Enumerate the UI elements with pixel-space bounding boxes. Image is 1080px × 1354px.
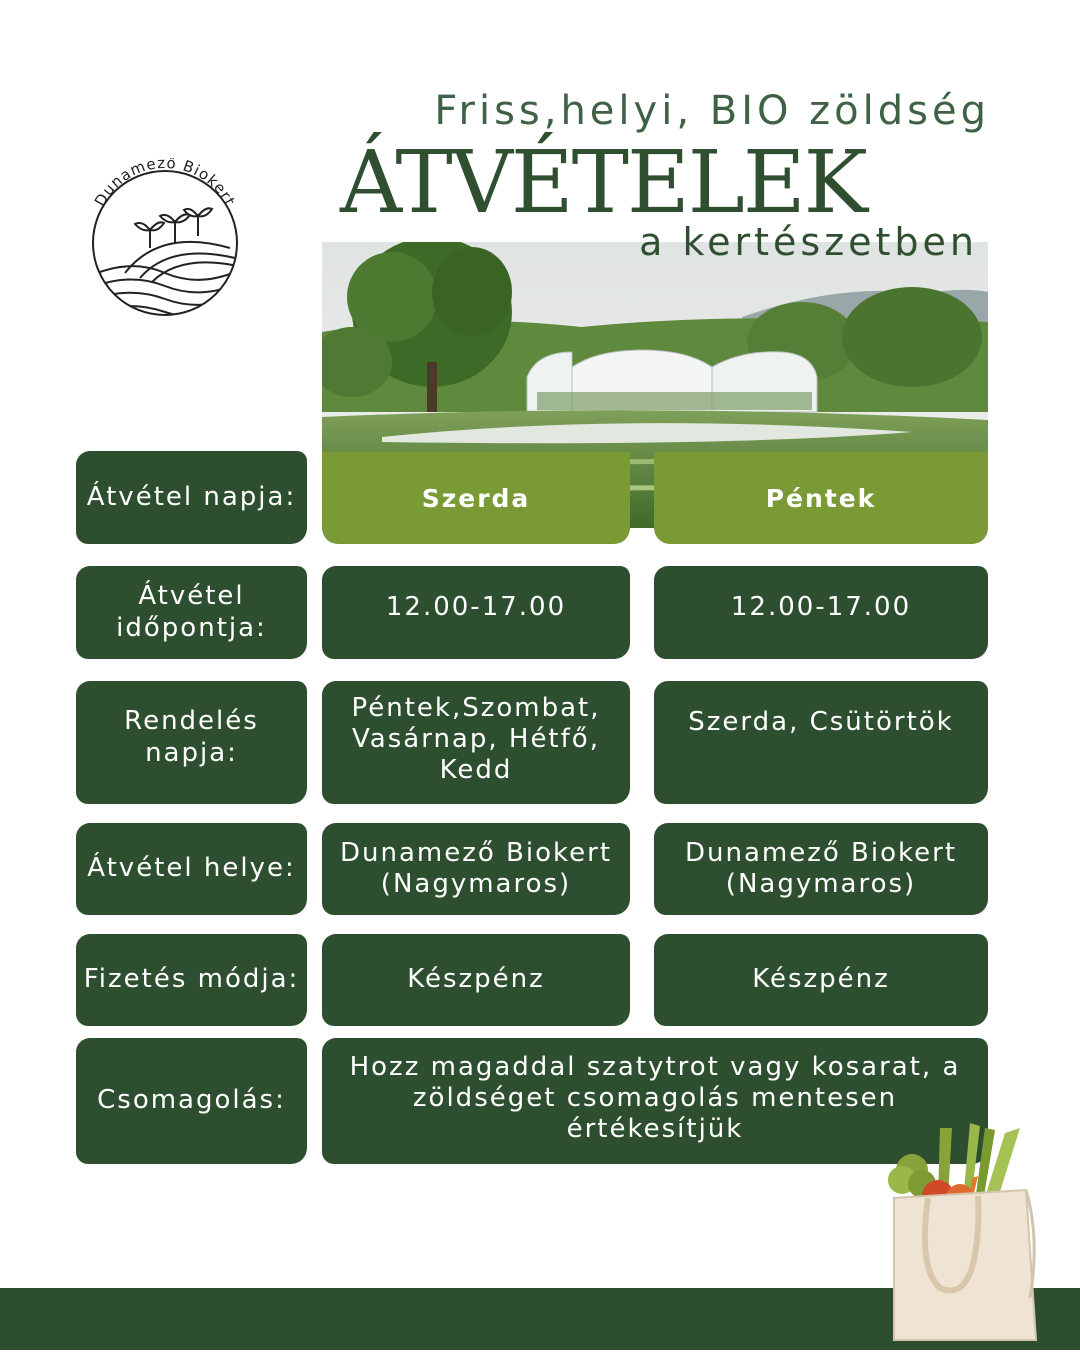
column-header-szerda: Szerda [322,452,630,544]
row-label-atvetel-helye: Átvétel helye: [76,823,307,915]
page-subtitle: a kertészetben [639,220,978,264]
row-label-fizetes-modja: Fizetés módja: [76,934,307,1026]
table-cell: 12.00-17.00 [654,566,988,659]
logo-text: Dunamező Biokert [90,158,240,210]
table-cell: 12.00-17.00 [322,566,630,659]
vegetable-bag-icon [880,1118,1050,1350]
table-cell: Szerda, Csütörtök [654,681,988,804]
table-cell: Készpénz [322,934,630,1026]
svg-text:Dunamező Biokert [91,158,239,209]
logo [80,158,250,328]
table-cell: Készpénz [654,934,988,1026]
table-cell-merged: Hozz magaddal szatytrot vagy kosarat, a zöldséget csomagolás mentesen értékesítjük [322,1038,988,1164]
table-cell: Péntek,Szombat, Vasárnap, Hétfő, Kedd [322,681,630,804]
row-label-csomagolas: Csomagolás: [76,1038,307,1164]
row-label-atvetel-napja: Átvétel napja: [76,451,307,544]
column-header-pentek: Péntek [654,452,988,544]
page-title: ÁTVÉTELEK [340,133,866,233]
tagline: Friss,helyi, BIO zöldség [434,88,990,134]
table-cell: Dunamező Biokert (Nagymaros) [322,823,630,915]
sprout-field-logo-icon [80,158,250,328]
table-cell: Dunamező Biokert (Nagymaros) [654,823,988,915]
row-label-atvetel-idopontja: Átvétel időpontja: [76,566,307,659]
row-label-rendeles-napja: Rendelés napja: [76,681,307,804]
